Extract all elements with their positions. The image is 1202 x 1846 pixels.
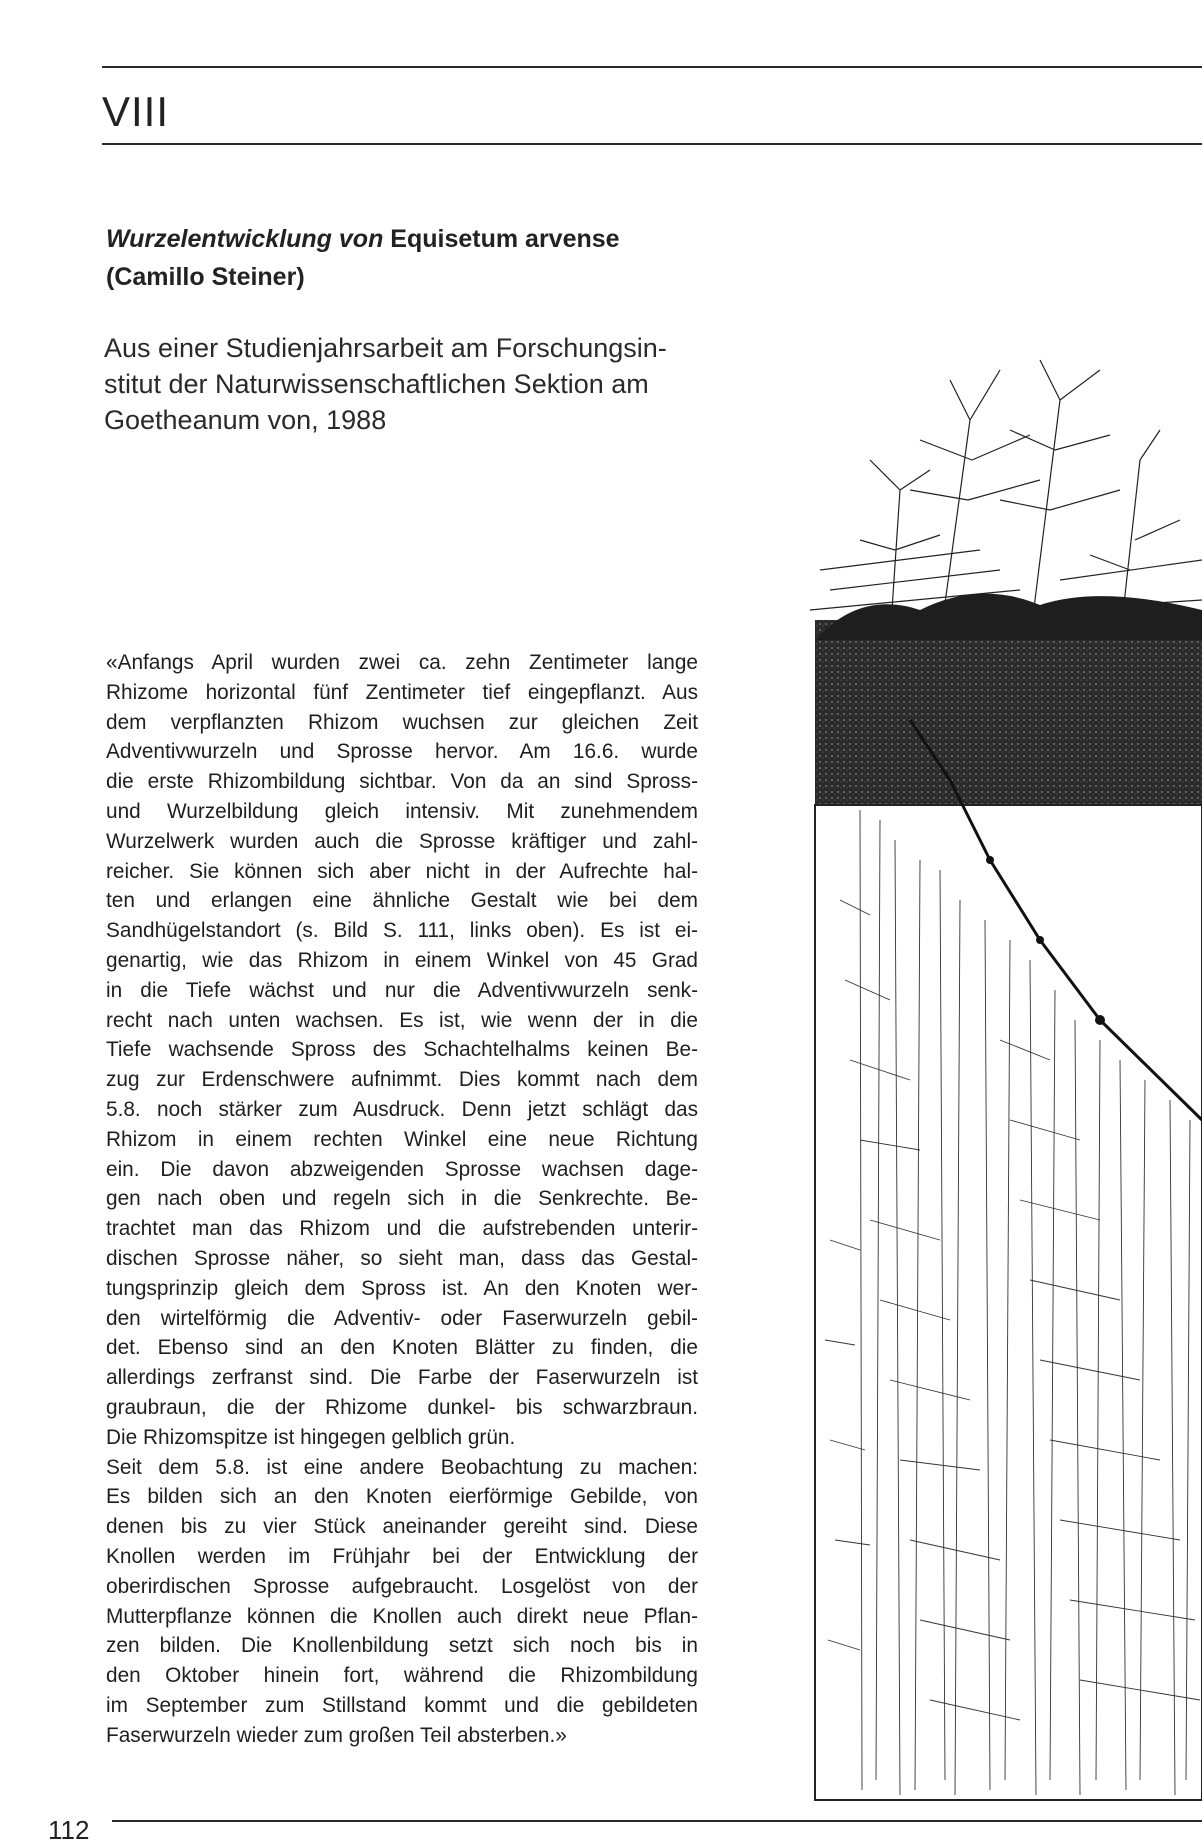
body-line: dischen Sprosse näher, so sieht man, dass das Gestal- xyxy=(106,1246,698,1270)
body-line: ein. Die davon abzweigenden Sprosse wachsen dage- xyxy=(106,1157,698,1181)
body-line: Wurzelwerk wurden auch die Sprosse kräftiger und zahl- xyxy=(106,829,698,853)
heading-rule xyxy=(102,143,1202,145)
body-line: denen bis zu vier Stück aneinander gereiht sind. Diese xyxy=(106,1515,698,1539)
title-italic-part: Wurzelentwicklung von xyxy=(106,225,384,253)
body-line: det. Ebenso sind an den Knoten Blätter zu finden, die xyxy=(106,1336,698,1360)
body-line: Knollen werden im Frühjahr bei der Entwicklung der xyxy=(106,1544,698,1568)
body-line: zug zur Erdenschwere aufnimmt. Dies kommt nach dem xyxy=(106,1068,698,1092)
source-line-3: Goetheanum von, 1988 xyxy=(104,405,387,435)
soil-block xyxy=(815,620,1202,805)
body-line: «Anfangs April wurden zwei ca. zehn Zentimeter lange xyxy=(106,651,698,674)
body-line: Seit dem 5.8. ist eine andere Beobachtung zu machen: xyxy=(106,1455,698,1479)
source-line-1: Aus einer Studienjahrsarbeit am Forschungsin- xyxy=(104,333,667,363)
body-line: und Wurzelbildung gleich intensiv. Mit zunehmendem xyxy=(106,799,698,823)
root-zone-frame xyxy=(815,805,1202,1800)
body-line: Rhizome horizontal fünf Zentimeter tief eingepflanzt. Aus xyxy=(106,680,698,704)
article-source xyxy=(104,330,704,438)
body-line: tungsprinzip gleich dem Spross ist. An den Knoten wer- xyxy=(106,1276,698,1300)
body-line: genartig, wie das Rhizom in einem Winkel von 45 Grad xyxy=(106,948,698,972)
article-title xyxy=(106,220,746,296)
equisetum-root-photo xyxy=(800,340,1202,1814)
body-line: ten und erlangen eine ähnliche Gestalt wie bei dem xyxy=(106,889,698,913)
top-rule xyxy=(102,66,1202,68)
body-line: Es bilden sich an den Knoten eierförmige Gebilde, von xyxy=(106,1485,698,1509)
plant-illustration xyxy=(800,340,1202,1814)
body-line: Faserwurzeln wieder zum großen Teil absterben.» xyxy=(106,1723,567,1747)
body-line: Tiefe wachsende Spross des Schachtelhalms keinen Be- xyxy=(106,1038,698,1062)
body-line: trachtet man das Rhizom und die aufstrebenden unterir- xyxy=(106,1217,698,1241)
body-line: oberirdischen Sprosse aufgebraucht. Losgelöst von der xyxy=(106,1574,698,1598)
page-number: 112 xyxy=(48,1815,90,1845)
source-line-2: stitut der Naturwissenschaftlichen Sektion am xyxy=(104,369,649,399)
title-species-name: Equisetum arvense xyxy=(390,225,620,253)
body-line: Rhizom in einem rechten Winkel eine neue Richtung xyxy=(106,1127,698,1151)
body-line: Die Rhizomspitze ist hingegen gelblich grün. xyxy=(106,1425,516,1449)
body-line: gen nach oben und regeln sich in die Senkrechte. Be- xyxy=(106,1187,698,1211)
body-line: graubraun, die der Rhizome dunkel- bis schwarzbraun. xyxy=(106,1395,698,1419)
body-line: den Oktober hinein fort, während die Rhizombildung xyxy=(106,1664,698,1688)
body-line: Adventivwurzeln und Sprosse hervor. Am 16.6. wurde xyxy=(106,740,698,764)
body-line: recht nach unten wachsen. Es ist, wie wenn der in die xyxy=(106,1008,698,1032)
body-line: in die Tiefe wächst und nur die Adventivwurzeln senk- xyxy=(106,978,698,1002)
body-line: Mutterpflanze können die Knollen auch direkt neue Pflan- xyxy=(106,1604,698,1628)
title-author: (Camillo Steiner) xyxy=(106,263,305,291)
title-line-1 xyxy=(106,220,746,258)
body-line: Sandhügelstandort (s. Bild S. 111, links oben). Es ist ei- xyxy=(106,919,698,943)
body-line: dem verpflanzten Rhizom wuchsen zur gleichen Zeit xyxy=(106,710,698,734)
chapter-label: VIII xyxy=(102,88,170,135)
body-line: reicher. Sie können sich aber nicht in der Aufrechte hal- xyxy=(106,859,698,883)
body-line: im September zum Stillstand kommt und die gebildeten xyxy=(106,1693,698,1717)
body-text xyxy=(106,648,698,1750)
body-line: zen bilden. Die Knollenbildung setzt sich noch bis in xyxy=(106,1634,698,1658)
bottom-rule xyxy=(112,1820,1202,1822)
body-line: 5.8. noch stärker zum Ausdruck. Denn jetzt schlägt das xyxy=(106,1097,698,1121)
body-line: die erste Rhizombildung sichtbar. Von da an sind Spross- xyxy=(106,770,698,794)
body-line: allerdings zerfranst sind. Die Farbe der Faserwurzeln ist xyxy=(106,1366,698,1390)
body-line: den wirtelförmig die Adventiv- oder Faserwurzeln gebil- xyxy=(106,1306,698,1330)
